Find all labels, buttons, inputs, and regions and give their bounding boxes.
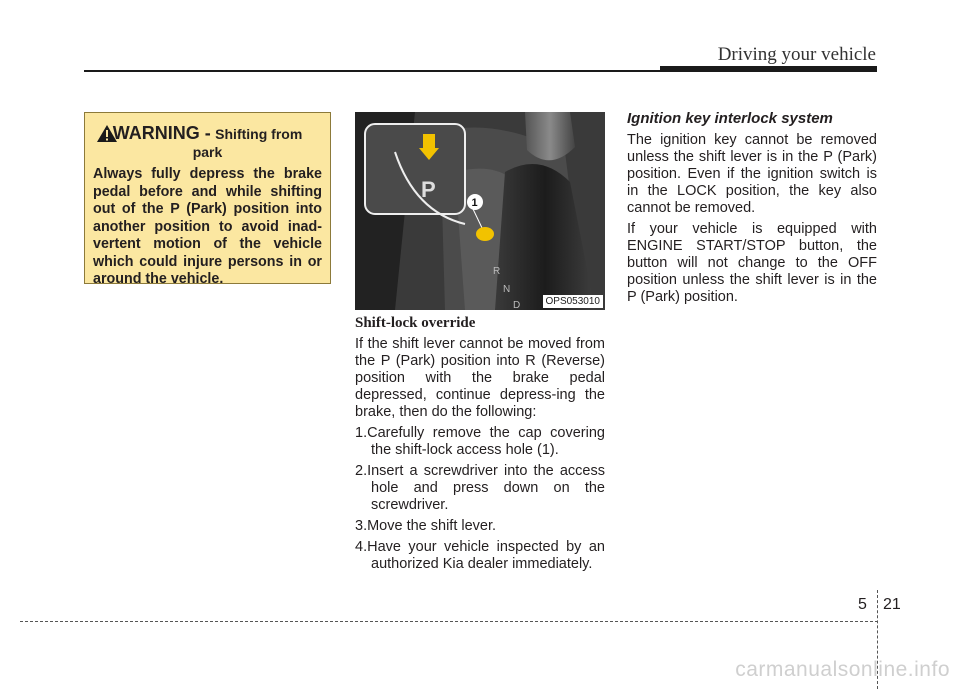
header-rule-accent [660,66,877,72]
gear-n-label: N [503,284,511,295]
page-number: 21 [883,596,901,613]
warning-label: WARNING - [112,123,211,143]
ignition-para-2: If your vehicle is equipped with ENGINE START/STOP button, the button will not change to the OFF position unless the shift lever is in the P (Park) position. [627,221,877,305]
warning-heading [93,123,322,162]
shift-lever-illustration [355,112,605,310]
watermark[interactable]: carmanualsonline.info [735,658,950,681]
shift-lock-section [355,314,605,577]
ignition-heading: Ignition key interlock system [627,110,833,127]
gear-d-label: D [513,300,521,310]
ignition-section [627,108,877,310]
gear-r-label: R [493,266,501,277]
figure-callout-1: 1 [471,197,478,209]
step-item: 4.Have your vehicle inspected by an authorized Kia dealer immediately. [355,539,605,572]
shift-lock-heading: Shift-lock override [355,315,476,331]
section-number: 5 [858,596,867,613]
shift-lever-photo [355,112,605,310]
header-rule [84,70,664,72]
step-item: 2.Insert a screwdriver into the access hole and press down on the screwdriver. [355,463,605,513]
warning-body: Always fully depress the brake pedal before and while shifting out of the P (Park) position into another position to avoid inad-vertent motion of the vehicle which could injure persons in or around the vehicle. [93,166,322,287]
warning-box [84,112,331,287]
step-item: 3.Move the shift lever. [355,518,497,534]
ignition-para-1: The ignition key cannot be removed unless the shift lever is in the P (Park) position. Even if the ignition switch is in the LOCK position, the key also cannot be removed. [627,132,877,216]
step-item: 1.Carefully remove the cap covering the shift-lock access hole (1). [355,425,605,458]
page-header-title: Driving your vehicle [717,44,876,65]
shift-lock-steps [355,425,605,573]
warning-subtitle: Shifting from [215,126,303,142]
footer-rule [20,621,878,622]
figure-caption: OPS053010 [543,295,604,308]
shift-lock-intro: If the shift lever cannot be moved from the P (Park) position into R (Reverse) position with the brake pedal depressed, continue depress-ing the brake, then do the following: [355,336,605,420]
warning-triangle-icon [96,124,118,143]
warning-subtitle-2: park [192,144,223,160]
figure-p-label: P [421,177,436,202]
